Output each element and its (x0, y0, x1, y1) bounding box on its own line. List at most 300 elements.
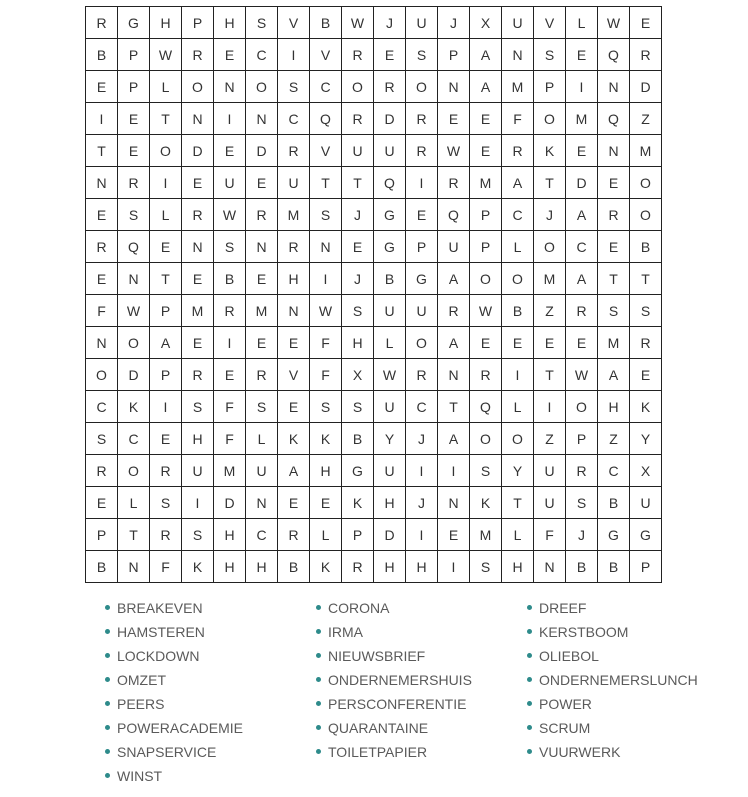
grid-cell[interactable]: E (534, 327, 566, 359)
grid-cell[interactable]: K (630, 391, 662, 423)
grid-cell[interactable]: Q (598, 39, 630, 71)
grid-cell[interactable]: O (502, 423, 534, 455)
grid-cell[interactable]: O (566, 391, 598, 423)
grid-cell[interactable]: R (246, 359, 278, 391)
grid-cell[interactable]: H (278, 263, 310, 295)
grid-cell[interactable]: I (406, 455, 438, 487)
grid-cell[interactable]: I (182, 487, 214, 519)
grid-cell[interactable]: Y (374, 423, 406, 455)
grid-cell[interactable]: T (310, 167, 342, 199)
grid-cell[interactable]: E (278, 487, 310, 519)
grid-cell[interactable]: C (86, 391, 118, 423)
grid-cell[interactable]: E (182, 263, 214, 295)
grid-cell[interactable]: N (246, 231, 278, 263)
grid-cell[interactable]: N (86, 327, 118, 359)
grid-cell[interactable]: V (278, 359, 310, 391)
grid-cell[interactable]: F (502, 103, 534, 135)
grid-cell[interactable]: D (630, 71, 662, 103)
grid-cell[interactable]: O (534, 231, 566, 263)
grid-cell[interactable]: U (630, 487, 662, 519)
grid-cell[interactable]: W (374, 359, 406, 391)
grid-cell[interactable]: P (470, 199, 502, 231)
grid-cell[interactable]: R (278, 519, 310, 551)
grid-cell[interactable]: W (310, 295, 342, 327)
grid-cell[interactable]: I (566, 71, 598, 103)
grid-cell[interactable]: T (118, 519, 150, 551)
grid-cell[interactable]: I (406, 519, 438, 551)
grid-cell[interactable]: O (182, 71, 214, 103)
grid-cell[interactable]: K (182, 551, 214, 583)
grid-cell[interactable]: L (566, 7, 598, 39)
grid-cell[interactable]: A (566, 199, 598, 231)
grid-cell[interactable]: H (214, 519, 246, 551)
grid-cell[interactable]: B (214, 263, 246, 295)
grid-cell[interactable]: K (534, 135, 566, 167)
grid-cell[interactable]: E (566, 327, 598, 359)
grid-cell[interactable]: E (150, 423, 182, 455)
grid-cell[interactable]: A (566, 263, 598, 295)
grid-cell[interactable]: E (246, 263, 278, 295)
grid-cell[interactable]: U (406, 295, 438, 327)
grid-cell[interactable]: S (214, 231, 246, 263)
grid-cell[interactable]: P (118, 71, 150, 103)
grid-cell[interactable]: S (278, 71, 310, 103)
grid-cell[interactable]: P (566, 423, 598, 455)
grid-cell[interactable]: J (342, 263, 374, 295)
grid-cell[interactable]: E (630, 7, 662, 39)
grid-cell[interactable]: O (150, 135, 182, 167)
grid-cell[interactable]: N (118, 263, 150, 295)
grid-cell[interactable]: I (278, 39, 310, 71)
grid-cell[interactable]: E (86, 199, 118, 231)
grid-cell[interactable]: A (438, 423, 470, 455)
grid-cell[interactable]: S (566, 487, 598, 519)
grid-cell[interactable]: Q (118, 231, 150, 263)
grid-cell[interactable]: E (406, 199, 438, 231)
grid-cell[interactable]: Z (598, 423, 630, 455)
grid-cell[interactable]: N (310, 231, 342, 263)
grid-cell[interactable]: G (374, 231, 406, 263)
grid-cell[interactable]: T (502, 487, 534, 519)
grid-cell[interactable]: E (214, 39, 246, 71)
grid-cell[interactable]: H (598, 391, 630, 423)
grid-cell[interactable]: R (214, 295, 246, 327)
grid-cell[interactable]: H (214, 7, 246, 39)
grid-cell[interactable]: E (566, 135, 598, 167)
grid-cell[interactable]: E (598, 167, 630, 199)
grid-cell[interactable]: U (214, 167, 246, 199)
grid-cell[interactable]: F (150, 551, 182, 583)
grid-cell[interactable]: E (470, 135, 502, 167)
grid-cell[interactable]: Q (310, 103, 342, 135)
grid-cell[interactable]: I (310, 263, 342, 295)
grid-cell[interactable]: W (342, 7, 374, 39)
grid-cell[interactable]: L (310, 519, 342, 551)
grid-cell[interactable]: F (534, 519, 566, 551)
grid-cell[interactable]: M (598, 327, 630, 359)
grid-cell[interactable]: P (86, 519, 118, 551)
grid-cell[interactable]: A (470, 39, 502, 71)
grid-cell[interactable]: M (566, 103, 598, 135)
grid-cell[interactable]: N (502, 39, 534, 71)
grid-cell[interactable]: R (86, 455, 118, 487)
grid-cell[interactable]: X (630, 455, 662, 487)
grid-cell[interactable]: Z (534, 423, 566, 455)
grid-cell[interactable]: G (598, 519, 630, 551)
grid-cell[interactable]: B (598, 551, 630, 583)
grid-cell[interactable]: O (470, 423, 502, 455)
grid-cell[interactable]: U (534, 455, 566, 487)
grid-cell[interactable]: C (118, 423, 150, 455)
grid-cell[interactable]: J (374, 7, 406, 39)
grid-cell[interactable]: E (246, 167, 278, 199)
grid-cell[interactable]: H (310, 455, 342, 487)
grid-cell[interactable]: M (278, 199, 310, 231)
grid-cell[interactable]: R (342, 103, 374, 135)
grid-cell[interactable]: P (182, 7, 214, 39)
grid-cell[interactable]: A (502, 167, 534, 199)
grid-cell[interactable]: P (406, 231, 438, 263)
grid-cell[interactable]: A (150, 327, 182, 359)
grid-cell[interactable]: G (118, 7, 150, 39)
grid-cell[interactable]: F (214, 391, 246, 423)
grid-cell[interactable]: S (310, 199, 342, 231)
grid-cell[interactable]: V (310, 39, 342, 71)
grid-cell[interactable]: O (630, 167, 662, 199)
grid-cell[interactable]: D (246, 135, 278, 167)
grid-cell[interactable]: O (406, 327, 438, 359)
grid-cell[interactable]: E (150, 231, 182, 263)
grid-cell[interactable]: S (470, 551, 502, 583)
grid-cell[interactable]: I (214, 103, 246, 135)
grid-cell[interactable]: R (438, 167, 470, 199)
grid-cell[interactable]: L (150, 71, 182, 103)
grid-cell[interactable]: E (470, 103, 502, 135)
grid-cell[interactable]: E (502, 327, 534, 359)
grid-cell[interactable]: Z (534, 295, 566, 327)
grid-cell[interactable]: O (342, 71, 374, 103)
grid-cell[interactable]: F (214, 423, 246, 455)
grid-cell[interactable]: D (374, 103, 406, 135)
grid-cell[interactable]: J (438, 7, 470, 39)
grid-cell[interactable]: C (310, 71, 342, 103)
grid-cell[interactable]: C (406, 391, 438, 423)
grid-cell[interactable]: D (182, 135, 214, 167)
grid-cell[interactable]: R (278, 231, 310, 263)
grid-cell[interactable]: R (342, 551, 374, 583)
grid-cell[interactable]: I (502, 359, 534, 391)
grid-cell[interactable]: F (86, 295, 118, 327)
grid-cell[interactable]: S (342, 295, 374, 327)
grid-cell[interactable]: I (150, 391, 182, 423)
grid-cell[interactable]: T (342, 167, 374, 199)
grid-cell[interactable]: G (342, 455, 374, 487)
grid-cell[interactable]: R (182, 359, 214, 391)
grid-cell[interactable]: Q (470, 391, 502, 423)
grid-cell[interactable]: R (566, 295, 598, 327)
grid-cell[interactable]: G (630, 519, 662, 551)
grid-cell[interactable]: D (214, 487, 246, 519)
grid-cell[interactable]: E (310, 487, 342, 519)
grid-cell[interactable]: N (438, 359, 470, 391)
grid-cell[interactable]: J (342, 199, 374, 231)
grid-cell[interactable]: A (438, 263, 470, 295)
grid-cell[interactable]: F (310, 327, 342, 359)
grid-cell[interactable]: R (438, 295, 470, 327)
grid-cell[interactable]: T (150, 103, 182, 135)
grid-cell[interactable]: R (406, 103, 438, 135)
grid-cell[interactable]: R (502, 135, 534, 167)
grid-cell[interactable]: O (534, 103, 566, 135)
grid-cell[interactable]: H (342, 327, 374, 359)
grid-cell[interactable]: I (438, 551, 470, 583)
grid-cell[interactable]: R (630, 39, 662, 71)
grid-cell[interactable]: T (86, 135, 118, 167)
grid-cell[interactable]: F (310, 359, 342, 391)
grid-cell[interactable]: W (214, 199, 246, 231)
grid-cell[interactable]: R (630, 327, 662, 359)
grid-cell[interactable]: L (502, 519, 534, 551)
grid-cell[interactable]: R (278, 135, 310, 167)
grid-cell[interactable]: C (598, 455, 630, 487)
grid-cell[interactable]: U (406, 7, 438, 39)
grid-cell[interactable]: R (182, 199, 214, 231)
grid-cell[interactable]: U (246, 455, 278, 487)
grid-cell[interactable]: A (438, 327, 470, 359)
grid-cell[interactable]: U (374, 295, 406, 327)
grid-cell[interactable]: I (150, 167, 182, 199)
grid-cell[interactable]: Q (438, 199, 470, 231)
grid-cell[interactable]: R (182, 39, 214, 71)
grid-cell[interactable]: E (374, 39, 406, 71)
grid-cell[interactable]: U (438, 231, 470, 263)
grid-cell[interactable]: E (566, 39, 598, 71)
grid-cell[interactable]: N (246, 487, 278, 519)
grid-cell[interactable]: E (118, 103, 150, 135)
grid-cell[interactable]: A (470, 71, 502, 103)
grid-cell[interactable]: Q (598, 103, 630, 135)
grid-cell[interactable]: E (470, 327, 502, 359)
grid-cell[interactable]: W (566, 359, 598, 391)
grid-cell[interactable]: K (118, 391, 150, 423)
grid-cell[interactable]: O (630, 199, 662, 231)
grid-cell[interactable]: S (406, 39, 438, 71)
grid-cell[interactable]: R (150, 455, 182, 487)
grid-cell[interactable]: M (470, 167, 502, 199)
grid-cell[interactable]: U (534, 487, 566, 519)
grid-cell[interactable]: K (310, 423, 342, 455)
grid-cell[interactable]: I (534, 391, 566, 423)
grid-cell[interactable]: P (470, 231, 502, 263)
grid-cell[interactable]: L (374, 327, 406, 359)
grid-cell[interactable]: W (470, 295, 502, 327)
grid-cell[interactable]: R (86, 7, 118, 39)
grid-cell[interactable]: H (214, 551, 246, 583)
grid-cell[interactable]: N (182, 231, 214, 263)
grid-cell[interactable]: V (278, 7, 310, 39)
grid-cell[interactable]: R (406, 359, 438, 391)
grid-cell[interactable]: P (150, 359, 182, 391)
grid-cell[interactable]: Y (630, 423, 662, 455)
grid-cell[interactable]: H (374, 551, 406, 583)
grid-cell[interactable]: E (438, 519, 470, 551)
grid-cell[interactable]: B (630, 231, 662, 263)
grid-cell[interactable]: I (214, 327, 246, 359)
grid-cell[interactable]: S (630, 295, 662, 327)
grid-cell[interactable]: M (630, 135, 662, 167)
grid-cell[interactable]: K (342, 487, 374, 519)
grid-cell[interactable]: L (118, 487, 150, 519)
grid-cell[interactable]: O (118, 455, 150, 487)
grid-cell[interactable]: R (118, 167, 150, 199)
grid-cell[interactable]: O (86, 359, 118, 391)
grid-cell[interactable]: H (246, 551, 278, 583)
grid-cell[interactable]: J (406, 423, 438, 455)
grid-cell[interactable]: E (182, 327, 214, 359)
grid-cell[interactable]: J (566, 519, 598, 551)
grid-cell[interactable]: M (246, 295, 278, 327)
grid-cell[interactable]: Z (630, 103, 662, 135)
grid-cell[interactable]: B (566, 551, 598, 583)
grid-cell[interactable]: J (534, 199, 566, 231)
grid-cell[interactable]: N (598, 71, 630, 103)
grid-cell[interactable]: U (502, 7, 534, 39)
grid-cell[interactable]: I (438, 455, 470, 487)
grid-cell[interactable]: I (406, 167, 438, 199)
grid-cell[interactable]: U (182, 455, 214, 487)
grid-cell[interactable]: N (118, 551, 150, 583)
grid-cell[interactable]: B (598, 487, 630, 519)
grid-cell[interactable]: R (566, 455, 598, 487)
grid-cell[interactable]: L (246, 423, 278, 455)
grid-cell[interactable]: S (182, 519, 214, 551)
grid-cell[interactable]: T (438, 391, 470, 423)
grid-cell[interactable]: T (534, 167, 566, 199)
grid-cell[interactable]: R (374, 71, 406, 103)
grid-cell[interactable]: B (342, 423, 374, 455)
grid-cell[interactable]: E (86, 71, 118, 103)
grid-cell[interactable]: M (182, 295, 214, 327)
grid-cell[interactable]: U (374, 135, 406, 167)
grid-cell[interactable]: S (246, 391, 278, 423)
grid-cell[interactable]: P (150, 295, 182, 327)
grid-cell[interactable]: H (374, 487, 406, 519)
grid-cell[interactable]: E (598, 231, 630, 263)
grid-cell[interactable]: E (278, 327, 310, 359)
grid-cell[interactable]: E (214, 135, 246, 167)
grid-cell[interactable]: B (374, 263, 406, 295)
grid-cell[interactable]: X (470, 7, 502, 39)
grid-cell[interactable]: G (374, 199, 406, 231)
grid-cell[interactable]: C (246, 39, 278, 71)
grid-cell[interactable]: K (470, 487, 502, 519)
grid-cell[interactable]: U (374, 455, 406, 487)
grid-cell[interactable]: A (278, 455, 310, 487)
grid-cell[interactable]: K (278, 423, 310, 455)
grid-cell[interactable]: E (182, 167, 214, 199)
grid-cell[interactable]: S (342, 391, 374, 423)
grid-cell[interactable]: N (438, 71, 470, 103)
grid-cell[interactable]: M (470, 519, 502, 551)
grid-cell[interactable]: D (374, 519, 406, 551)
grid-cell[interactable]: M (214, 455, 246, 487)
grid-cell[interactable]: E (438, 103, 470, 135)
grid-cell[interactable]: M (534, 263, 566, 295)
grid-cell[interactable]: W (598, 7, 630, 39)
grid-cell[interactable]: E (86, 487, 118, 519)
grid-cell[interactable]: U (278, 167, 310, 199)
grid-cell[interactable]: E (86, 263, 118, 295)
grid-cell[interactable]: R (598, 199, 630, 231)
grid-cell[interactable]: P (630, 551, 662, 583)
grid-cell[interactable]: B (86, 39, 118, 71)
grid-cell[interactable]: E (342, 231, 374, 263)
grid-cell[interactable]: T (534, 359, 566, 391)
grid-cell[interactable]: E (118, 135, 150, 167)
grid-cell[interactable]: C (278, 103, 310, 135)
grid-cell[interactable]: D (566, 167, 598, 199)
grid-cell[interactable]: H (182, 423, 214, 455)
grid-cell[interactable]: C (246, 519, 278, 551)
grid-cell[interactable]: P (438, 39, 470, 71)
grid-cell[interactable]: O (246, 71, 278, 103)
grid-cell[interactable]: B (502, 295, 534, 327)
grid-cell[interactable]: Y (502, 455, 534, 487)
grid-cell[interactable]: S (86, 423, 118, 455)
grid-cell[interactable]: C (566, 231, 598, 263)
grid-cell[interactable]: V (534, 7, 566, 39)
grid-cell[interactable]: W (118, 295, 150, 327)
grid-cell[interactable]: O (118, 327, 150, 359)
grid-cell[interactable]: O (502, 263, 534, 295)
grid-cell[interactable]: N (278, 295, 310, 327)
grid-cell[interactable]: E (278, 391, 310, 423)
grid-cell[interactable]: H (502, 551, 534, 583)
grid-cell[interactable]: L (502, 231, 534, 263)
grid-cell[interactable]: R (470, 359, 502, 391)
grid-cell[interactable]: D (118, 359, 150, 391)
grid-cell[interactable]: A (598, 359, 630, 391)
grid-cell[interactable]: P (534, 71, 566, 103)
grid-cell[interactable]: R (86, 231, 118, 263)
grid-cell[interactable]: V (310, 135, 342, 167)
grid-cell[interactable]: B (86, 551, 118, 583)
grid-cell[interactable]: S (534, 39, 566, 71)
grid-cell[interactable]: W (150, 39, 182, 71)
grid-cell[interactable]: P (342, 519, 374, 551)
grid-cell[interactable]: M (502, 71, 534, 103)
grid-cell[interactable]: U (374, 391, 406, 423)
grid-cell[interactable]: N (86, 167, 118, 199)
grid-cell[interactable]: R (406, 135, 438, 167)
grid-cell[interactable]: B (278, 551, 310, 583)
grid-cell[interactable]: C (502, 199, 534, 231)
grid-cell[interactable]: E (214, 359, 246, 391)
grid-cell[interactable]: W (438, 135, 470, 167)
grid-cell[interactable]: T (630, 263, 662, 295)
grid-cell[interactable]: X (342, 359, 374, 391)
grid-cell[interactable]: R (246, 199, 278, 231)
grid-cell[interactable]: N (182, 103, 214, 135)
grid-cell[interactable]: E (246, 327, 278, 359)
grid-cell[interactable]: S (246, 7, 278, 39)
grid-cell[interactable]: B (310, 7, 342, 39)
grid-cell[interactable]: N (598, 135, 630, 167)
grid-cell[interactable]: S (182, 391, 214, 423)
grid-cell[interactable]: Q (374, 167, 406, 199)
grid-cell[interactable]: O (406, 71, 438, 103)
grid-cell[interactable]: N (246, 103, 278, 135)
